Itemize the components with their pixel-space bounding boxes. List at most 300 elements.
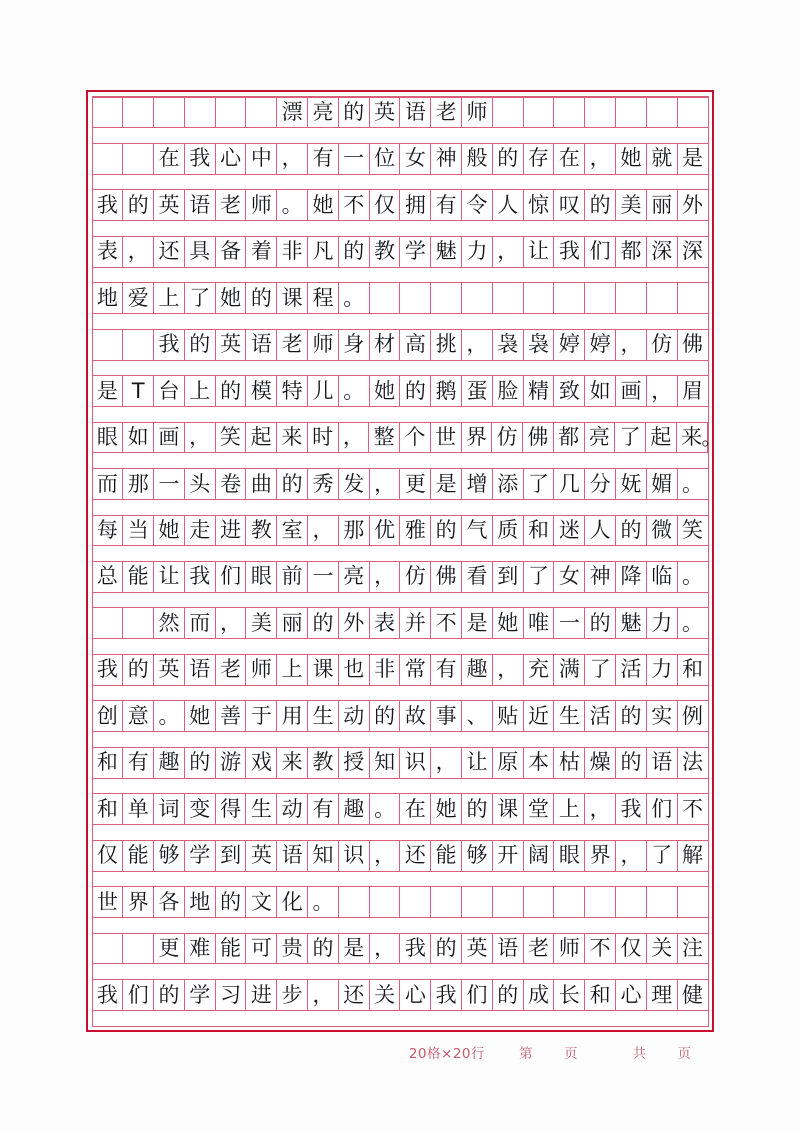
manuscript-cell[interactable]: 趣 (462, 655, 493, 685)
manuscript-cell[interactable]: 那 (123, 469, 154, 499)
manuscript-cell[interactable] (246, 98, 277, 128)
manuscript-cell[interactable]: 。 (682, 564, 704, 589)
manuscript-cell[interactable]: 和 (585, 980, 616, 1010)
manuscript-cell[interactable]: 具 (185, 237, 216, 267)
manuscript-cell[interactable]: ， (123, 237, 154, 267)
manuscript-cell[interactable]: 燥 (585, 748, 616, 778)
manuscript-cell[interactable] (123, 934, 154, 964)
manuscript-cell[interactable]: 画 (154, 423, 185, 453)
manuscript-cell[interactable]: 。 (339, 283, 370, 313)
manuscript-cell[interactable]: 佛 (682, 332, 704, 357)
manuscript-cell[interactable]: 丽 (277, 608, 308, 638)
manuscript-cell[interactable]: 。 (308, 887, 339, 917)
manuscript-cell[interactable] (93, 98, 124, 128)
manuscript-cell[interactable] (647, 283, 678, 313)
manuscript-cell[interactable]: 眼 (246, 562, 277, 592)
manuscript-cell[interactable]: ， (585, 144, 616, 174)
manuscript-cell[interactable] (93, 934, 124, 964)
manuscript-cell[interactable]: 师 (308, 330, 339, 360)
manuscript-cell[interactable]: 生 (554, 701, 585, 731)
manuscript-cell[interactable]: 整 (369, 423, 400, 453)
manuscript-cell[interactable] (123, 608, 154, 638)
manuscript-cell[interactable]: 总 (93, 562, 124, 592)
manuscript-cell[interactable]: 注 (682, 936, 704, 961)
manuscript-cell[interactable]: 有 (123, 748, 154, 778)
manuscript-cell[interactable] (493, 98, 524, 128)
manuscript-cell[interactable]: 心 (216, 144, 247, 174)
manuscript-cell[interactable]: 曲 (246, 469, 277, 499)
manuscript-cell[interactable]: 不 (682, 796, 704, 821)
manuscript-cell[interactable]: 的 (339, 237, 370, 267)
manuscript-cell[interactable]: 们 (462, 980, 493, 1010)
manuscript-cell[interactable]: 师 (462, 98, 493, 128)
manuscript-cell[interactable]: 来 (277, 423, 308, 453)
manuscript-cell[interactable]: 如 (123, 423, 154, 453)
manuscript-cell[interactable]: 她 (154, 516, 185, 546)
manuscript-cell[interactable]: 的 (216, 887, 247, 917)
manuscript-cell[interactable]: 个 (400, 423, 431, 453)
manuscript-cell[interactable]: 精 (524, 376, 555, 406)
manuscript-cell[interactable]: ， (647, 376, 678, 406)
manuscript-cell[interactable] (524, 283, 555, 313)
manuscript-cell[interactable]: 让 (154, 562, 185, 592)
manuscript-cell[interactable]: 惊 (524, 190, 555, 220)
manuscript-cell[interactable]: 英 (246, 841, 277, 871)
manuscript-cell[interactable]: 的 (616, 701, 647, 731)
manuscript-cell[interactable]: 力 (647, 655, 678, 685)
manuscript-cell[interactable]: 是 (339, 934, 370, 964)
manuscript-cell[interactable]: 叹 (554, 190, 585, 220)
manuscript-cell[interactable]: 师 (554, 934, 585, 964)
manuscript-cell[interactable]: 近 (524, 701, 555, 731)
manuscript-cell[interactable]: 例 (682, 703, 704, 728)
manuscript-cell[interactable]: 动 (277, 794, 308, 824)
manuscript-cell[interactable]: 够 (154, 841, 185, 871)
manuscript-cell[interactable]: 气 (462, 516, 493, 546)
manuscript-cell[interactable]: 眉 (682, 378, 704, 403)
manuscript-cell[interactable] (462, 887, 493, 917)
manuscript-cell[interactable]: 增 (462, 469, 493, 499)
manuscript-cell[interactable]: 非 (370, 655, 401, 685)
manuscript-cell[interactable]: 课 (493, 794, 524, 824)
manuscript-cell[interactable]: ， (585, 794, 616, 824)
manuscript-cell[interactable]: 实 (647, 701, 678, 731)
manuscript-cell[interactable]: 师 (246, 190, 277, 220)
manuscript-cell[interactable]: 地 (93, 283, 124, 313)
manuscript-cell[interactable]: 优 (370, 516, 401, 546)
manuscript-cell[interactable]: 。 (370, 794, 401, 824)
manuscript-cell[interactable]: 的 (308, 608, 339, 638)
manuscript-cell[interactable]: 质 (493, 516, 524, 546)
manuscript-cell[interactable]: 语 (185, 190, 216, 220)
manuscript-cell[interactable]: 生 (246, 794, 277, 824)
manuscript-cell[interactable]: 外 (682, 192, 704, 217)
manuscript-cell[interactable]: 的 (585, 608, 616, 638)
manuscript-cell[interactable]: 仅 (616, 934, 647, 964)
manuscript-cell[interactable]: 致 (554, 376, 585, 406)
manuscript-cell[interactable]: 挑 (431, 330, 462, 360)
manuscript-cell[interactable]: 阔 (524, 841, 555, 871)
manuscript-cell[interactable]: 的 (216, 376, 247, 406)
manuscript-cell[interactable]: 一 (154, 469, 185, 499)
manuscript-cell[interactable]: 关 (370, 980, 401, 1010)
manuscript-cell[interactable]: 到 (216, 841, 247, 871)
manuscript-cell[interactable]: 词 (154, 794, 185, 824)
manuscript-cell[interactable]: 变 (185, 794, 216, 824)
manuscript-cell[interactable]: 力 (462, 237, 493, 267)
manuscript-cell[interactable]: 都 (616, 237, 647, 267)
manuscript-cell[interactable] (616, 887, 647, 917)
manuscript-cell[interactable]: 的 (616, 748, 647, 778)
manuscript-cell[interactable] (647, 98, 678, 128)
manuscript-cell[interactable]: 的 (431, 934, 462, 964)
manuscript-cell[interactable]: 师 (246, 655, 277, 685)
manuscript-cell[interactable]: 语 (277, 841, 308, 871)
manuscript-cell[interactable]: 英 (216, 330, 247, 360)
manuscript-cell[interactable]: 心 (400, 980, 431, 1010)
manuscript-cell[interactable]: 上 (554, 794, 585, 824)
manuscript-cell[interactable]: 能 (123, 562, 154, 592)
manuscript-cell[interactable]: 生 (308, 701, 339, 731)
manuscript-cell[interactable]: 笑 (682, 517, 704, 542)
manuscript-cell[interactable]: 堂 (524, 794, 555, 824)
manuscript-cell[interactable]: 外 (339, 608, 370, 638)
manuscript-cell[interactable]: 游 (216, 748, 247, 778)
manuscript-cell[interactable]: 时 (308, 423, 339, 453)
manuscript-cell[interactable]: 语 (185, 655, 216, 685)
manuscript-cell[interactable]: 让 (462, 748, 493, 778)
manuscript-cell[interactable]: 老 (431, 98, 462, 128)
manuscript-cell[interactable]: 界 (462, 423, 493, 453)
manuscript-cell[interactable]: 拥 (400, 190, 431, 220)
manuscript-cell[interactable]: 在 (554, 144, 585, 174)
manuscript-cell[interactable] (370, 887, 401, 917)
manuscript-cell[interactable]: 意 (123, 701, 154, 731)
manuscript-cell[interactable]: 如 (585, 376, 616, 406)
manuscript-cell[interactable]: 活 (616, 655, 647, 685)
manuscript-cell[interactable]: 并 (400, 608, 431, 638)
manuscript-cell[interactable]: 魅 (616, 608, 647, 638)
manuscript-cell[interactable]: 法 (682, 750, 704, 775)
manuscript-cell[interactable]: 亮 (585, 423, 616, 453)
manuscript-cell[interactable]: 我 (93, 980, 124, 1010)
manuscript-cell[interactable]: 表 (370, 608, 401, 638)
manuscript-cell[interactable]: 仿 (492, 423, 523, 453)
manuscript-cell[interactable]: 老 (216, 190, 247, 220)
manuscript-cell[interactable] (647, 887, 678, 917)
manuscript-cell[interactable]: 的 (370, 701, 401, 731)
manuscript-cell[interactable]: 有 (308, 144, 339, 174)
manuscript-cell[interactable]: 笑 (216, 423, 247, 453)
manuscript-cell[interactable]: 然 (154, 608, 185, 638)
manuscript-cell[interactable]: 人 (493, 190, 524, 220)
manuscript-cell[interactable]: 活 (585, 701, 616, 731)
manuscript-cell[interactable]: 。 (682, 471, 704, 496)
manuscript-cell[interactable]: 的 (616, 516, 647, 546)
manuscript-cell[interactable]: 就 (647, 144, 678, 174)
manuscript-cell[interactable]: 能 (216, 934, 247, 964)
manuscript-cell[interactable]: 而 (93, 469, 124, 499)
manuscript-cell[interactable]: 趣 (339, 794, 370, 824)
manuscript-cell[interactable]: ， (616, 841, 647, 871)
manuscript-cell[interactable]: 和 (524, 516, 555, 546)
manuscript-cell[interactable]: 画 (616, 376, 647, 406)
manuscript-cell[interactable]: ， (308, 980, 339, 1010)
manuscript-cell[interactable]: 趣 (154, 748, 185, 778)
manuscript-cell[interactable]: ， (370, 934, 401, 964)
manuscript-cell[interactable]: 上 (154, 283, 185, 313)
manuscript-cell[interactable]: 我 (185, 144, 216, 174)
manuscript-cell[interactable]: 蛋 (462, 376, 493, 406)
manuscript-cell[interactable]: 和 (93, 794, 124, 824)
manuscript-cell[interactable]: 学 (400, 237, 431, 267)
manuscript-cell[interactable]: 妩 (616, 469, 647, 499)
manuscript-cell[interactable]: 卷 (216, 469, 247, 499)
manuscript-cell[interactable]: ， (370, 841, 401, 871)
manuscript-cell[interactable]: 教 (246, 516, 277, 546)
manuscript-cell[interactable]: 地 (185, 887, 216, 917)
manuscript-cell[interactable]: ， (493, 237, 524, 267)
manuscript-cell[interactable]: 般 (462, 144, 493, 174)
manuscript-cell[interactable]: 位 (370, 144, 401, 174)
manuscript-cell[interactable]: 仿 (400, 562, 431, 592)
manuscript-cell[interactable]: 知 (308, 841, 339, 871)
manuscript-cell[interactable]: 们 (585, 237, 616, 267)
manuscript-cell[interactable]: 看 (462, 562, 493, 592)
manuscript-cell[interactable]: 心 (616, 980, 647, 1010)
manuscript-cell[interactable]: 存 (524, 144, 555, 174)
manuscript-cell[interactable]: 还 (339, 980, 370, 1010)
manuscript-cell[interactable]: 头 (185, 469, 216, 499)
manuscript-cell[interactable]: 课 (308, 655, 339, 685)
manuscript-cell[interactable]: 充 (524, 655, 555, 685)
manuscript-cell[interactable]: 台 (154, 376, 185, 406)
manuscript-cell[interactable]: 不 (431, 608, 462, 638)
manuscript-cell[interactable]: 着 (246, 237, 277, 267)
manuscript-cell[interactable]: 的 (493, 980, 524, 1010)
manuscript-cell[interactable]: 习 (216, 980, 247, 1010)
manuscript-cell[interactable]: 动 (339, 701, 370, 731)
manuscript-cell[interactable]: 了 (647, 841, 678, 871)
manuscript-cell[interactable]: 深 (647, 237, 678, 267)
manuscript-cell[interactable]: 深 (682, 239, 704, 264)
manuscript-cell[interactable]: 老 (277, 330, 308, 360)
manuscript-cell[interactable]: 仅 (93, 841, 124, 871)
manuscript-cell[interactable]: 英 (462, 934, 493, 964)
manuscript-cell[interactable]: 几 (554, 469, 585, 499)
manuscript-cell[interactable]: 事 (431, 701, 462, 731)
manuscript-cell[interactable]: 佛 (523, 423, 554, 453)
manuscript-cell[interactable]: 材 (370, 330, 401, 360)
manuscript-cell[interactable]: 创 (93, 701, 124, 731)
manuscript-cell[interactable]: 我 (93, 655, 124, 685)
manuscript-cell[interactable] (585, 98, 616, 128)
manuscript-cell[interactable]: 语 (647, 748, 678, 778)
manuscript-cell[interactable]: 用 (277, 701, 308, 731)
manuscript-cell[interactable]: 不 (585, 934, 616, 964)
manuscript-cell[interactable]: 教 (370, 237, 401, 267)
manuscript-cell[interactable]: 们 (647, 794, 678, 824)
manuscript-cell[interactable]: 。 (682, 610, 704, 635)
manuscript-cell[interactable] (493, 887, 524, 917)
manuscript-cell[interactable]: 世 (431, 423, 462, 453)
manuscript-cell[interactable] (462, 283, 493, 313)
manuscript-cell[interactable]: 我 (154, 330, 185, 360)
manuscript-cell[interactable]: 够 (462, 841, 493, 871)
manuscript-cell[interactable]: 亮 (339, 562, 370, 592)
manuscript-cell[interactable] (616, 283, 647, 313)
manuscript-cell[interactable]: 备 (216, 237, 247, 267)
manuscript-cell[interactable]: 佛 (431, 562, 462, 592)
manuscript-cell[interactable]: 课 (277, 283, 308, 313)
manuscript-cell[interactable]: 在 (400, 794, 431, 824)
manuscript-cell[interactable]: 她 (616, 144, 647, 174)
manuscript-cell[interactable]: 长 (554, 980, 585, 1010)
manuscript-cell[interactable]: 也 (339, 655, 370, 685)
manuscript-cell[interactable] (585, 887, 616, 917)
manuscript-cell[interactable] (616, 98, 647, 128)
manuscript-cell[interactable]: 了 (524, 469, 555, 499)
manuscript-cell[interactable]: 的 (123, 655, 154, 685)
manuscript-cell[interactable]: 有 (431, 655, 462, 685)
manuscript-cell[interactable]: 语 (400, 98, 431, 128)
manuscript-cell[interactable]: 添 (493, 469, 524, 499)
manuscript-cell[interactable]: 都 (554, 423, 585, 453)
manuscript-cell[interactable] (554, 98, 585, 128)
manuscript-cell[interactable]: 力 (647, 608, 678, 638)
manuscript-cell[interactable]: ， (216, 608, 247, 638)
manuscript-cell[interactable]: 中 (246, 144, 277, 174)
manuscript-cell[interactable]: 我 (185, 562, 216, 592)
manuscript-cell[interactable] (431, 887, 462, 917)
manuscript-cell[interactable]: 化 (277, 887, 308, 917)
manuscript-cell[interactable]: 老 (216, 655, 247, 685)
manuscript-cell[interactable]: 的 (154, 980, 185, 1010)
manuscript-cell[interactable]: 更 (154, 934, 185, 964)
manuscript-cell[interactable]: 的 (585, 190, 616, 220)
manuscript-cell[interactable]: 婷 (585, 330, 616, 360)
manuscript-cell[interactable]: 我 (554, 237, 585, 267)
manuscript-cell[interactable] (216, 98, 247, 128)
manuscript-cell[interactable]: 善 (216, 701, 247, 731)
manuscript-cell[interactable]: 健 (682, 982, 704, 1007)
manuscript-cell[interactable]: 有 (308, 794, 339, 824)
manuscript-cell[interactable] (554, 283, 585, 313)
manuscript-cell[interactable]: 仿 (647, 330, 678, 360)
manuscript-cell[interactable]: 单 (123, 794, 154, 824)
manuscript-cell[interactable]: 是 (682, 146, 704, 171)
manuscript-cell[interactable]: 神 (431, 144, 462, 174)
manuscript-cell[interactable]: 的 (277, 469, 308, 499)
manuscript-cell[interactable]: 表 (93, 237, 124, 267)
manuscript-cell[interactable]: 步 (277, 980, 308, 1010)
manuscript-cell[interactable]: 室 (277, 516, 308, 546)
manuscript-cell[interactable]: 身 (339, 330, 370, 360)
manuscript-cell[interactable]: 界 (585, 841, 616, 871)
manuscript-cell[interactable]: 人 (585, 516, 616, 546)
manuscript-cell[interactable]: 。 (339, 376, 370, 406)
manuscript-cell[interactable]: 凡 (308, 237, 339, 267)
manuscript-cell[interactable]: 她 (431, 794, 462, 824)
manuscript-cell[interactable] (370, 283, 401, 313)
manuscript-cell[interactable]: 婷 (554, 330, 585, 360)
manuscript-cell[interactable] (585, 283, 616, 313)
manuscript-cell[interactable]: ， (462, 330, 493, 360)
manuscript-cell[interactable]: 成 (524, 980, 555, 1010)
manuscript-cell[interactable]: 上 (185, 376, 216, 406)
manuscript-cell[interactable]: 眼 (554, 841, 585, 871)
manuscript-cell[interactable]: 和 (93, 748, 124, 778)
manuscript-cell[interactable]: 的 (185, 748, 216, 778)
manuscript-cell[interactable]: 界 (123, 887, 154, 917)
manuscript-cell[interactable]: 来 (277, 748, 308, 778)
manuscript-cell[interactable]: 分 (585, 469, 616, 499)
manuscript-cell[interactable]: 一 (339, 144, 370, 174)
manuscript-cell[interactable]: 可 (246, 934, 277, 964)
manuscript-cell[interactable]: 解 (682, 843, 704, 868)
manuscript-cell[interactable]: 的 (185, 330, 216, 360)
manuscript-cell[interactable]: 的 (123, 190, 154, 220)
manuscript-cell[interactable]: 贴 (493, 701, 524, 731)
manuscript-cell[interactable]: 前 (277, 562, 308, 592)
manuscript-cell[interactable]: 鹅 (431, 376, 462, 406)
manuscript-cell[interactable]: 授 (339, 748, 370, 778)
manuscript-cell[interactable] (93, 608, 124, 638)
manuscript-cell[interactable]: 故 (400, 701, 431, 731)
manuscript-cell[interactable]: 非 (277, 237, 308, 267)
manuscript-cell[interactable]: 有 (431, 190, 462, 220)
manuscript-cell[interactable]: 满 (554, 655, 585, 685)
manuscript-cell[interactable] (554, 887, 585, 917)
manuscript-cell[interactable]: 女 (554, 562, 585, 592)
manuscript-cell[interactable]: 能 (123, 841, 154, 871)
manuscript-cell[interactable]: 女 (400, 144, 431, 174)
manuscript-cell[interactable]: 我 (400, 934, 431, 964)
manuscript-cell[interactable]: 亮 (308, 98, 339, 128)
manuscript-cell[interactable]: 秀 (308, 469, 339, 499)
manuscript-cell[interactable] (400, 283, 431, 313)
manuscript-cell[interactable]: 世 (93, 887, 124, 917)
manuscript-cell[interactable]: 还 (154, 237, 185, 267)
manuscript-cell[interactable]: 原 (493, 748, 524, 778)
manuscript-cell[interactable]: 本 (524, 748, 555, 778)
manuscript-cell[interactable]: 、 (462, 701, 493, 731)
manuscript-cell[interactable] (400, 887, 431, 917)
manuscript-cell[interactable]: 是 (462, 608, 493, 638)
manuscript-cell[interactable]: 的 (339, 98, 370, 128)
manuscript-cell[interactable] (123, 98, 154, 128)
manuscript-cell[interactable]: 不 (339, 190, 370, 220)
manuscript-cell[interactable]: 英 (370, 98, 401, 128)
manuscript-cell[interactable]: 让 (524, 237, 555, 267)
manuscript-cell[interactable]: 是 (93, 376, 124, 406)
manuscript-cell[interactable]: 了 (585, 655, 616, 685)
manuscript-cell[interactable]: 的 (462, 794, 493, 824)
manuscript-cell[interactable]: 文 (246, 887, 277, 917)
manuscript-cell[interactable]: 贵 (277, 934, 308, 964)
manuscript-cell[interactable]: 脸 (493, 376, 524, 406)
manuscript-cell[interactable]: ， (493, 655, 524, 685)
manuscript-cell[interactable]: 一 (308, 562, 339, 592)
manuscript-cell[interactable]: 袅 (524, 330, 555, 360)
manuscript-cell[interactable]: 她 (308, 190, 339, 220)
manuscript-cell[interactable]: 还 (400, 841, 431, 871)
manuscript-cell[interactable]: 在 (154, 144, 185, 174)
manuscript-cell[interactable] (154, 98, 185, 128)
manuscript-cell[interactable]: 起 (646, 423, 677, 453)
manuscript-cell[interactable]: 们 (216, 562, 247, 592)
manuscript-cell[interactable]: 学 (185, 841, 216, 871)
